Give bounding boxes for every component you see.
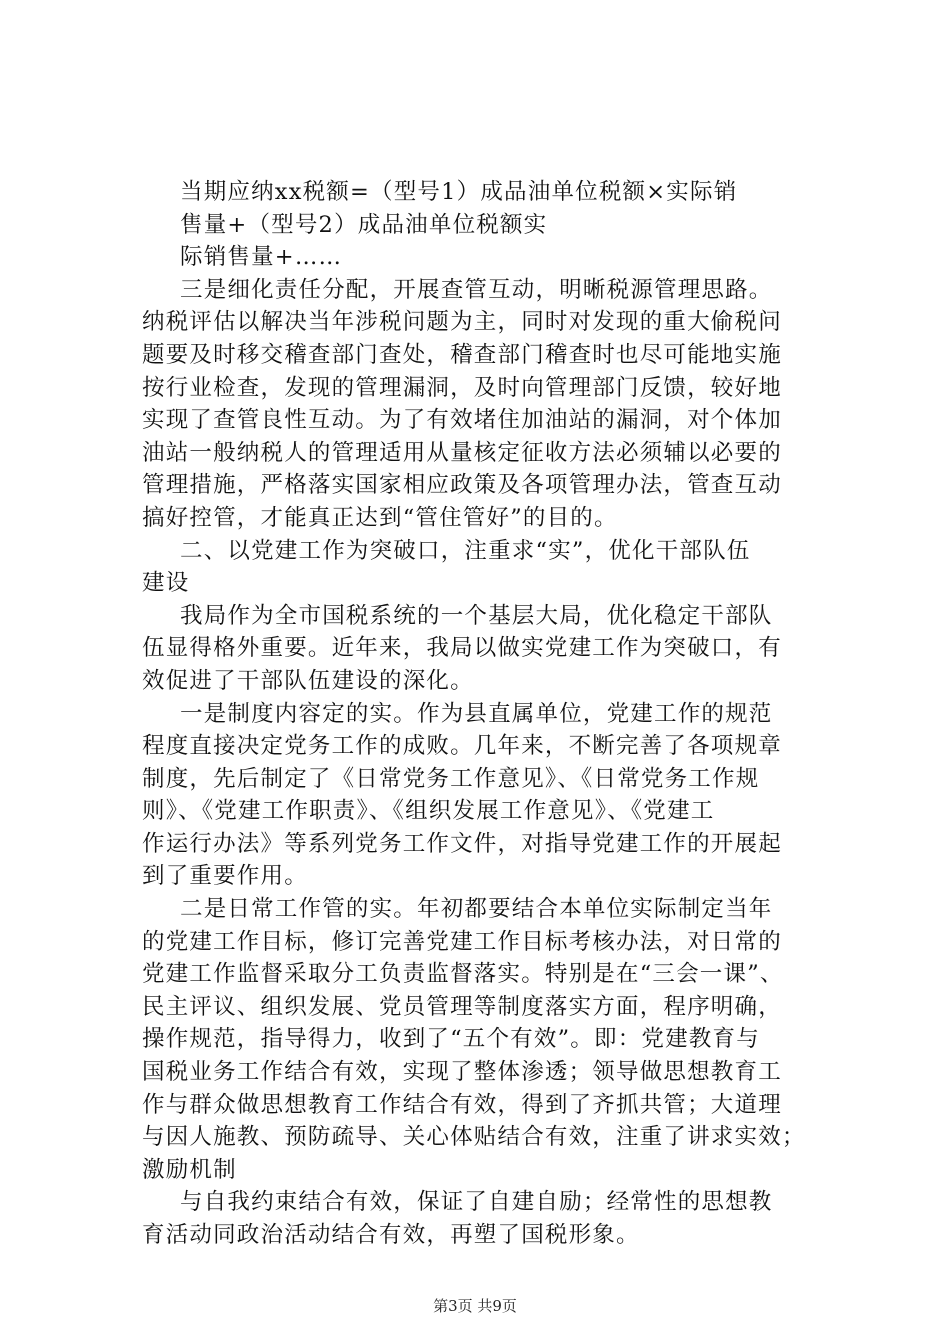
text-line: 售量+（型号2）成品油单位税额实 [180, 211, 548, 238]
text-line: 搞好控管，才能真正达到“管住管好”的目的。 [142, 504, 618, 531]
text-line: 一是制度内容定的实。作为县直属单位，党建工作的规范 [180, 700, 773, 727]
text-line: 程度直接决定党务工作的成败。几年来，不断完善了各项规章 [142, 733, 782, 760]
text-line: 民主评议、组织发展、党员管理等制度落实方面，程序明确， [142, 993, 782, 1020]
text-line: 党建工作监督采取分工负责监督落实。特别是在“三会一课”、 [142, 961, 784, 988]
text-line: 油站一般纳税人的管理适用从量核定征收方法必须辅以必要的 [142, 439, 782, 466]
text-line: 纳税评估以解决当年涉税问题为主，同时对发现的重大偷税问 [142, 309, 782, 336]
text-line: 操作规范，指导得力，收到了“五个有效”。即：党建教育与 [142, 1026, 760, 1053]
page-footer: 第3页 共9页 [433, 1297, 517, 1315]
text-line: 当期应纳xx税额=（型号1）成品油单位税额×实际销 [180, 179, 738, 205]
text-line: 二、以党建工作为突破口，注重求“实”，优化干部队伍 [180, 537, 751, 564]
text-line: 建设 [142, 570, 190, 597]
text-line: 伍显得格外重要。近年来，我局以做实党建工作为突破口，有 [142, 635, 782, 662]
text-line: 的党建工作目标，修订完善党建工作目标考核办法，对日常的 [142, 928, 782, 955]
text-line: 制度，先后制定了《日常党务工作意见》、《日常党务工作规 [142, 765, 760, 792]
text-line: 我局作为全市国税系统的一个基层大局，优化稳定干部队 [180, 602, 773, 629]
text-line: 实现了查管良性互动。为了有效堵住加油站的漏洞，对个体加 [142, 407, 782, 434]
text-line: 作运行办法》等系列党务工作文件，对指导党建工作的开展起 [142, 830, 782, 857]
text-line: 与因人施教、预防疏导、关心体贴结合有效，注重了讲求实效； [142, 1124, 806, 1151]
text-line: 作与群众做思想教育工作结合有效，得到了齐抓共管；大道理 [142, 1091, 782, 1118]
text-line: 到了重要作用。 [142, 863, 308, 890]
text-line: 题要及时移交稽查部门查处，稽查部门稽查时也尽可能地实施 [142, 341, 782, 368]
text-line: 与自我约束结合有效，保证了自建自励；经常性的思想教 [180, 1189, 773, 1216]
text-line: 激励机制 [142, 1156, 237, 1183]
text-line: 管理措施，严格落实国家相应政策及各项管理办法，管查互动 [142, 472, 782, 499]
text-line: 育活动同政治活动结合有效，再塑了国税形象。 [142, 1222, 640, 1248]
text-line: 则》、《党建工作职责》、《组织发展工作意见》、《党建工 [142, 798, 715, 825]
text-line: 二是日常工作管的实。年初都要结合本单位实际制定当年 [180, 896, 773, 923]
text-line: 国税业务工作结合有效，实现了整体渗透；领导做思想教育工 [142, 1059, 782, 1086]
text-line: 按行业检查，发现的管理漏洞，及时向管理部门反馈，较好地 [142, 374, 782, 401]
document-body [142, 176, 832, 1252]
text-line: 效促进了干部队伍建设的深化。 [142, 667, 474, 694]
text-line: 三是细化责任分配，开展查管互动，明晰税源管理思路。 [180, 276, 773, 303]
text-line: 际销售量+…… [180, 244, 343, 271]
